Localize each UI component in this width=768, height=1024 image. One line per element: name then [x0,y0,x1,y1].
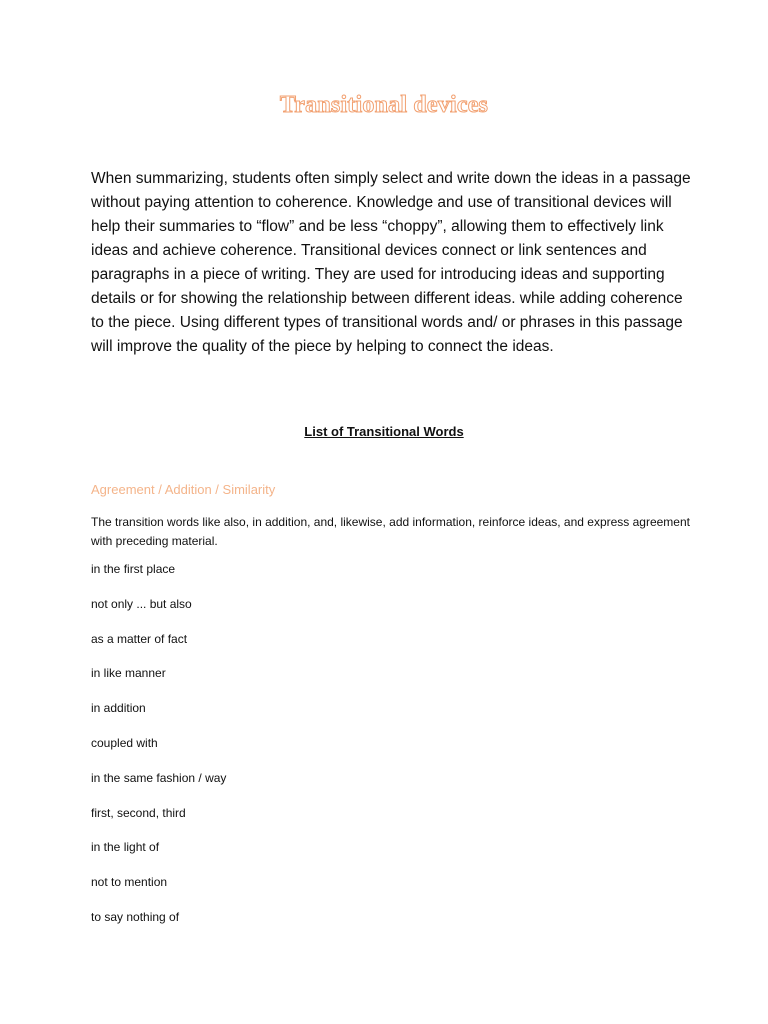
list-item: not only ... but also [91,596,192,611]
transition-word-list [91,560,226,943]
document-title: Transitional devices [279,92,489,118]
list-item: in the first place [91,562,176,576]
list-item: coupled with [91,735,158,750]
list-item: to say nothing of [91,909,180,924]
list-item: in the same fashion / way [91,770,227,785]
list-item: in like manner [91,666,166,681]
list-item: in the light of [91,840,160,855]
intro-paragraph: When summarizing, students often simply select and write down the ideas in a passage without paying attention to coherence. Knowledge and use of transitional devices will help their summaries to “flow” and be less “choppy”, allowing them to effectively link ideas and achieve coherence. Transitional devices connect or link sentences and paragraphs in a piece of writing. They are used for introducing ideas and supporting details or for showing the relationship between different ideas. while adding coherence to the piece. Using different types of transitional words and/ or phrases in this passage will improve the quality of the piece by helping to connect the ideas. [91,170,691,355]
list-heading: List of Transitional Words [304,424,464,439]
section-description: The transition words like also, in addition, and, likewise, add information, reinforce ideas, and express agreement with preceding material. [91,515,690,548]
list-item: first, second, third [91,805,186,820]
list-item: as a matter of fact [91,631,188,646]
list-item: not to mention [91,875,168,890]
list-item: in addition [91,701,146,716]
section-heading: Agreement / Addition / Similarity [91,482,276,497]
